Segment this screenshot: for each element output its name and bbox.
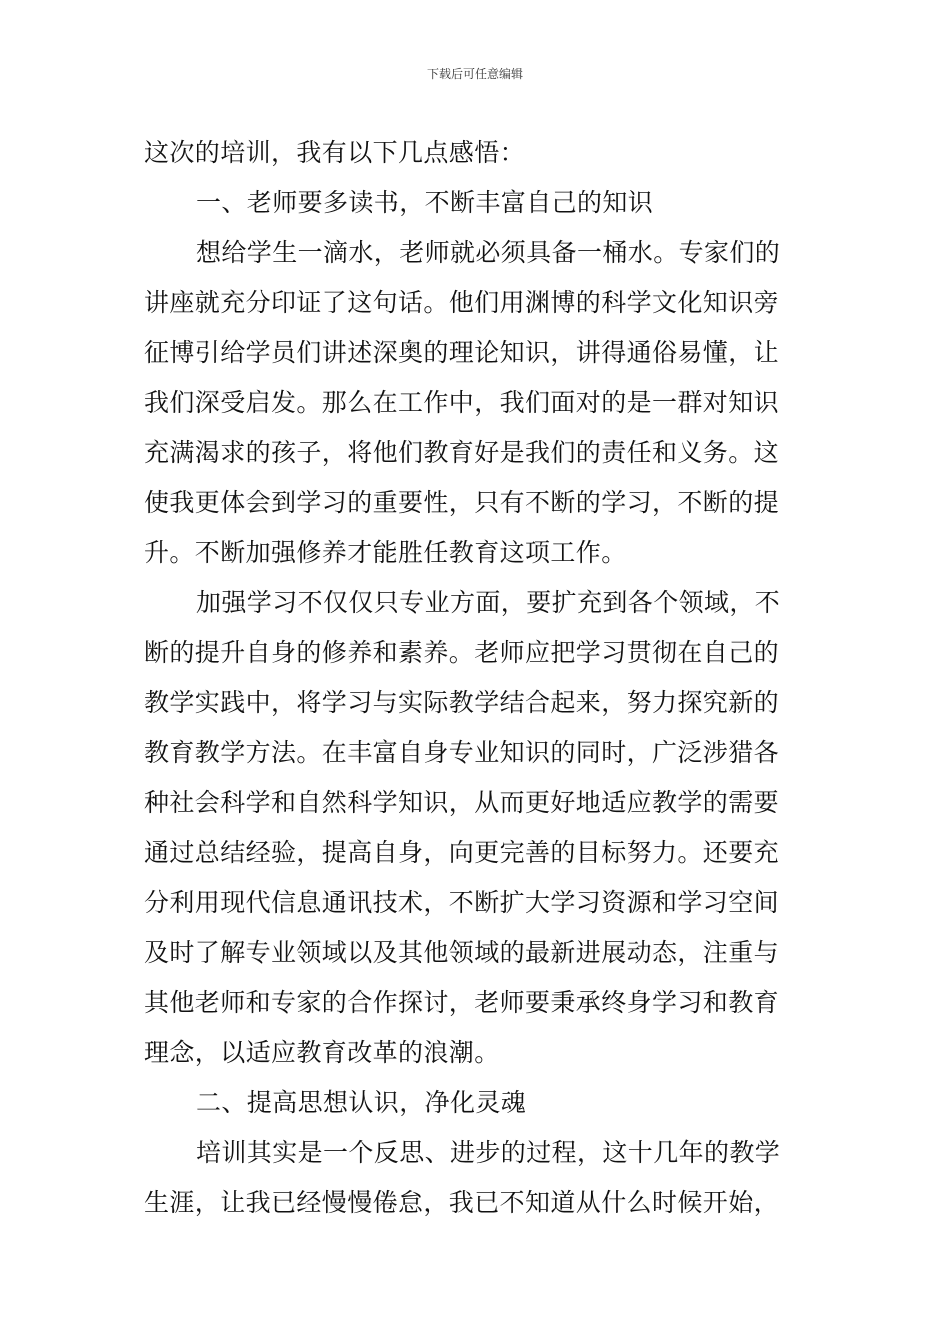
text-line: 分利用现代信息通讯技术，不断扩大学习资源和学习空间 [144, 888, 780, 917]
text-line: 使我更体会到学习的重要性，只有不断的学习，不断的提 [144, 488, 780, 517]
text-line: 想给学生一滴水，老师就必须具备一桶水。专家们的 [196, 238, 781, 267]
text-line: 充满渴求的孩子，将他们教育好是我们的责任和义务。这 [144, 438, 780, 467]
text-line: 种社会科学和自然科学知识，从而更好地适应教学的需要 [144, 788, 780, 817]
text-line: 教育教学方法。在丰富自身专业知识的同时，广泛涉猎各 [144, 738, 780, 767]
page-header: 下载后可任意编辑 [426, 67, 523, 81]
text-line: 通过总结经验，提高自身，向更完善的目标努力。还要充 [144, 838, 780, 867]
text-line: 这次的培训，我有以下几点感悟： [144, 138, 526, 167]
text-line: 一、老师要多读书，不断丰富自己的知识 [196, 188, 654, 217]
document-body [144, 128, 810, 1228]
text-line: 断的提升自身的修养和素养。老师应把学习贯彻在自己的 [144, 638, 780, 667]
text-line: 培训其实是一个反思、进步的过程，这十几年的教学 [196, 1138, 781, 1167]
text-line: 教学实践中，将学习与实际教学结合起来，努力探究新的 [144, 688, 780, 717]
text-line: 加强学习不仅仅只专业方面，要扩充到各个领域，不 [196, 588, 781, 617]
text-line: 及时了解专业领域以及其他领域的最新进展动态，注重与 [144, 938, 780, 967]
text-line: 生涯，让我已经慢慢倦怠，我已不知道从什么时候开始， [144, 1188, 780, 1217]
text-line: 征博引给学员们讲述深奥的理论知识，讲得通俗易懂，让 [144, 338, 780, 367]
text-line: 讲座就充分印证了这句话。他们用渊博的科学文化知识旁 [144, 288, 780, 317]
text-line: 我们深受启发。那么在工作中，我们面对的是一群对知识 [144, 388, 780, 417]
text-line: 理念，以适应教育改革的浪潮。 [144, 1038, 500, 1067]
text-line: 二、提高思想认识，净化灵魂 [196, 1088, 527, 1117]
text-line: 升。不断加强修养才能胜任教育这项工作。 [144, 538, 627, 567]
text-line: 其他老师和专家的合作探讨，老师要秉承终身学习和教育 [144, 988, 780, 1017]
